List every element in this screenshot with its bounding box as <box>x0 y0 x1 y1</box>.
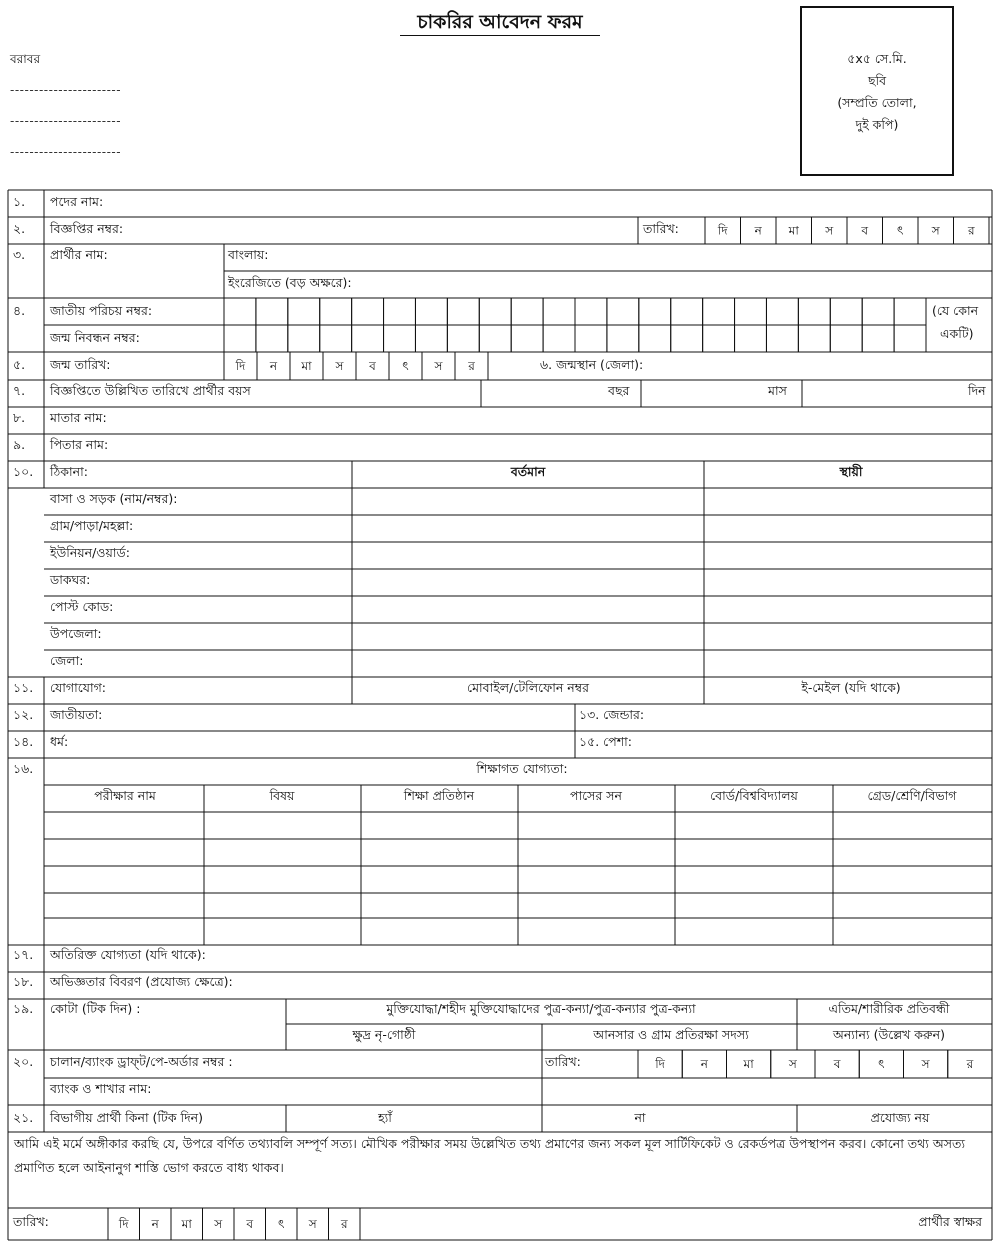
date-box-label: স <box>434 359 443 373</box>
either-note: (যে কোন <box>932 303 979 318</box>
name-bangla-label: বাংলায়: <box>228 247 269 262</box>
id-digit-box[interactable] <box>639 325 671 352</box>
additional-qualification-label: অতিরিক্ত যোগ্যতা (যদি থাকে): <box>50 947 206 962</box>
religion-label: ধর্ম: <box>50 734 69 749</box>
row-number: ২১. <box>13 1110 34 1125</box>
date-box-label: ব <box>833 1057 841 1071</box>
id-digit-box[interactable] <box>735 325 767 352</box>
quota-freedom-fighter[interactable]: মুক্তিযোদ্ধা/শহীদ মুক্তিযোদ্ধাদের পুত্র-কন্যা/পুত্র-কন্যার পুত্র-কন্যা <box>386 1001 696 1016</box>
row-number: ১৬. <box>13 761 34 776</box>
id-digit-box[interactable] <box>415 325 447 352</box>
circular-date-label: তারিখ: <box>643 221 679 236</box>
id-digit-box[interactable] <box>447 325 479 352</box>
photo-label: ছবি <box>867 73 887 88</box>
row-number: ১৮. <box>13 974 34 989</box>
date-box-label: স <box>214 1217 223 1231</box>
id-digit-box[interactable] <box>479 298 511 325</box>
date-box-label: র <box>468 359 475 373</box>
quota-orphan-disabled[interactable]: এতিম/শারীরিক প্রতিবন্ধী <box>828 1001 950 1016</box>
quota-ansar-vdp[interactable]: আনসার ও গ্রাম প্রতিরক্ষা সদস্য <box>593 1027 749 1042</box>
address-field-label: পোস্ট কোড: <box>50 599 114 614</box>
id-digit-box[interactable] <box>288 298 320 325</box>
id-digit-box[interactable] <box>862 325 894 352</box>
either-note: একটি) <box>940 326 974 341</box>
date-box-label: র <box>340 1217 348 1231</box>
row-number: ২০. <box>13 1054 34 1069</box>
date-box-label: ন <box>151 1217 159 1231</box>
address-field-label: বাসা ও সড়ক (নাম/নম্বর): <box>50 491 178 506</box>
date-box-label: মা <box>181 1217 192 1231</box>
edu-col-header: পাসের সন <box>570 788 622 803</box>
date-box-label: স <box>335 359 344 373</box>
birth-date-boxes[interactable] <box>224 352 488 380</box>
date-box-label: স <box>308 1217 317 1231</box>
id-digit-box[interactable] <box>830 298 862 325</box>
id-digit-box[interactable] <box>671 298 703 325</box>
id-digit-box[interactable] <box>384 298 416 325</box>
addressee-line[interactable]: ----------------------- <box>10 83 122 97</box>
date-box-label: ন <box>269 359 278 373</box>
id-digit-box[interactable] <box>894 298 926 325</box>
row-number: ১০. <box>13 464 34 479</box>
id-digit-box[interactable] <box>639 298 671 325</box>
id-digit-box[interactable] <box>607 325 639 352</box>
post-name-label: পদের নাম: <box>50 194 104 209</box>
row-number: ১. <box>13 194 26 209</box>
applicant-name-label: প্রার্থীর নাম: <box>50 247 108 262</box>
birth-registration-label: জন্ম নিবন্ধন নম্বর: <box>50 330 140 345</box>
email-label: ই-মেইল (যদি থাকে) <box>801 680 901 695</box>
id-digit-box[interactable] <box>288 325 320 352</box>
date-box-label: স <box>788 1057 797 1071</box>
age-months-label: মাস <box>768 383 787 398</box>
date-box-label: ৎ <box>278 1217 285 1231</box>
age-days-label: দিন <box>968 383 986 398</box>
id-digit-box[interactable] <box>543 298 575 325</box>
row-number: ৯. <box>13 437 26 452</box>
nationality-label: জাতীয়তা: <box>50 707 103 722</box>
row-number: ১৭. <box>13 947 34 962</box>
circular-date-boxes[interactable] <box>705 217 989 244</box>
addressee-line[interactable]: ----------------------- <box>10 114 122 128</box>
challan-number-label: চালান/ব্যাংক ড্রাফ্‌ট/পে-অর্ডার নম্বর : <box>50 1054 233 1069</box>
id-digit-box[interactable] <box>766 325 798 352</box>
photo-note: (সম্প্রতি তোলা, <box>837 95 917 110</box>
address-field-label: উপজেলা: <box>50 626 102 641</box>
mother-name-label: মাতার নাম: <box>50 410 107 425</box>
date-box-label: মা <box>301 359 312 373</box>
id-digit-box[interactable] <box>671 325 703 352</box>
departmental-na[interactable]: প্রযোজ্য নয় <box>870 1110 930 1125</box>
id-digit-box[interactable] <box>447 298 479 325</box>
declaration-text: আমি এই মর্মে অঙ্গীকার করছি যে, উপরে বর্ণিত তথ্যাবলি সম্পূর্ণ সত্য। মৌখিক পরীক্ষার সময় উল্লেখিত তথ্য প্রমাণের জন্য সকল মূল সার্টিফিকেট ও রেকর্ডপত্র উপস্থাপন করব। কোনো তথ্য অসত্য প্রমাণিত হলে আইনানুগ শাস্তি ভোগ করতে বাধ্য থাকব। <box>14 1136 965 1175</box>
date-box-label: ৎ <box>878 1057 885 1071</box>
nid-label: জাতীয় পরিচয় নম্বর: <box>50 303 153 318</box>
experience-label: অভিজ্ঞতার বিবরণ (প্রযোজ্য ক্ষেত্রে): <box>50 974 233 989</box>
bank-branch-label: ব্যাংক ও শাখার নাম: <box>50 1081 152 1096</box>
id-digit-box[interactable] <box>511 325 543 352</box>
photo-copies: দুই কপি) <box>855 117 899 132</box>
date-box-label: ন <box>700 1057 708 1071</box>
edu-col-header: গ্রেড/শ্রেণি/বিভাগ <box>867 788 957 803</box>
date-box-label: ৎ <box>897 223 904 238</box>
id-digit-box[interactable] <box>256 298 288 325</box>
permanent-address-header: স্থায়ী <box>839 464 863 479</box>
education-title: শিক্ষাগত যোগ্যতা: <box>476 761 568 776</box>
id-digit-box[interactable] <box>607 298 639 325</box>
occupation-label: ১৫. পেশা: <box>579 734 632 749</box>
date-box-label: ৎ <box>402 359 409 373</box>
row-number: ২. <box>13 221 26 236</box>
date-box-label: মা <box>743 1057 754 1071</box>
id-digit-box[interactable] <box>511 298 543 325</box>
id-digit-box[interactable] <box>575 298 607 325</box>
present-address-header: বর্তমান <box>510 464 546 479</box>
row-number: ৮. <box>13 410 26 425</box>
id-digit-box[interactable] <box>224 298 256 325</box>
birthplace-label: ৬. জন্মস্থান (জেলা): <box>540 357 644 372</box>
row-number: ১৪. <box>13 734 34 749</box>
row-number: ১২. <box>13 707 34 722</box>
birth-date-label: জন্ম তারিখ: <box>50 357 111 372</box>
father-name-label: পিতার নাম: <box>50 437 109 452</box>
form-title: চাকরির আবেদন ফরম <box>417 11 583 33</box>
row-number: ১৯. <box>13 1001 34 1016</box>
date-box-label: র <box>966 1057 974 1071</box>
id-digit-box[interactable] <box>830 325 862 352</box>
address-field-label: ইউনিয়ন/ওয়ার্ড: <box>50 545 130 560</box>
id-digit-box[interactable] <box>862 298 894 325</box>
form-grid-lines <box>8 190 992 1240</box>
date-box-label: ব <box>369 359 376 373</box>
signing-date-label: তারিখ: <box>13 1214 49 1229</box>
address-field-label: ডাকঘর: <box>50 572 91 587</box>
id-digit-box[interactable] <box>798 325 830 352</box>
departmental-label: বিভাগীয় প্রার্থী কিনা (টিক দিন) <box>50 1110 204 1125</box>
id-digit-box[interactable] <box>575 325 607 352</box>
quota-others[interactable]: অন্যান্য (উল্লেখ করুন) <box>833 1027 945 1042</box>
addressee-line[interactable]: ----------------------- <box>10 145 122 159</box>
challan-date-boxes[interactable] <box>638 1050 992 1078</box>
id-digit-box[interactable] <box>384 325 416 352</box>
quota-ethnic-minority[interactable]: ক্ষুদ্র নৃ-গোষ্ঠী <box>352 1027 416 1042</box>
departmental-yes[interactable]: হ্যাঁ <box>378 1110 392 1125</box>
challan-date-label: তারিখ: <box>545 1054 581 1069</box>
photo-size: ৫x৫ সে.মি. <box>847 51 907 66</box>
row-number: ৫. <box>13 357 26 372</box>
address-field-label: গ্রাম/পাড়া/মহল্লা: <box>50 518 134 533</box>
date-box-label: ব <box>861 223 869 238</box>
id-digit-box[interactable] <box>735 298 767 325</box>
circular-number-label: বিজ্ঞপ্তির নম্বর: <box>50 221 124 236</box>
id-digit-box[interactable] <box>703 325 735 352</box>
addressee-label: বরাবর <box>10 52 41 66</box>
departmental-no[interactable]: না <box>634 1110 646 1125</box>
id-digit-box[interactable] <box>479 325 511 352</box>
date-box-label: দি <box>235 359 246 373</box>
id-digit-box[interactable] <box>352 325 384 352</box>
id-digit-box[interactable] <box>703 298 735 325</box>
applicant-signature-label: প্রার্থীর স্বাক্ষর <box>918 1214 982 1229</box>
id-number-boxes[interactable] <box>224 298 926 352</box>
id-digit-box[interactable] <box>798 298 830 325</box>
date-box-label: দি <box>717 223 728 238</box>
row-number: ৩. <box>13 247 26 262</box>
contact-label: যোগাযোগ: <box>50 680 106 695</box>
edu-col-header: বোর্ড/বিশ্ববিদ্যালয় <box>710 788 798 803</box>
id-digit-box[interactable] <box>894 325 926 352</box>
date-box-label: স <box>921 1057 930 1071</box>
date-box-label: ব <box>246 1217 254 1231</box>
age-years-label: বছর <box>608 383 630 398</box>
date-box-label: স <box>825 223 834 238</box>
date-box-label: স <box>931 223 940 238</box>
date-box-label: দি <box>655 1057 665 1071</box>
age-label: বিজ্ঞপ্তিতে উল্লিখিত তারিখে প্রার্থীর বয়স <box>50 383 251 398</box>
row-number: ৭. <box>13 383 26 398</box>
quota-label: কোটা (টিক দিন) : <box>50 1001 141 1016</box>
id-digit-box[interactable] <box>543 325 575 352</box>
date-box-label: র <box>967 223 975 238</box>
edu-col-header: পরীক্ষার নাম <box>94 788 156 803</box>
id-digit-box[interactable] <box>415 298 447 325</box>
id-digit-box[interactable] <box>766 298 798 325</box>
phone-label: মোবাইল/টেলিফোন নম্বর <box>467 680 589 695</box>
address-field-label: জেলা: <box>50 653 84 668</box>
gender-label: ১৩. জেন্ডার: <box>579 707 645 722</box>
edu-col-header: শিক্ষা প্রতিষ্ঠান <box>403 788 475 803</box>
id-digit-box[interactable] <box>256 325 288 352</box>
id-digit-box[interactable] <box>352 298 384 325</box>
id-digit-box[interactable] <box>224 325 256 352</box>
address-label: ঠিকানা: <box>50 464 88 479</box>
signing-date-boxes[interactable] <box>108 1208 360 1240</box>
date-box-label: মা <box>788 223 799 238</box>
date-box-label: ন <box>754 223 762 238</box>
date-box-label: দি <box>118 1217 129 1231</box>
row-number: ১১. <box>13 680 34 695</box>
edu-col-header: বিষয় <box>269 788 295 803</box>
id-digit-box[interactable] <box>320 325 352 352</box>
name-english-label: ইংরেজিতে (বড় অক্ষরে): <box>228 275 352 290</box>
row-number: ৪. <box>13 303 26 318</box>
id-digit-box[interactable] <box>320 298 352 325</box>
